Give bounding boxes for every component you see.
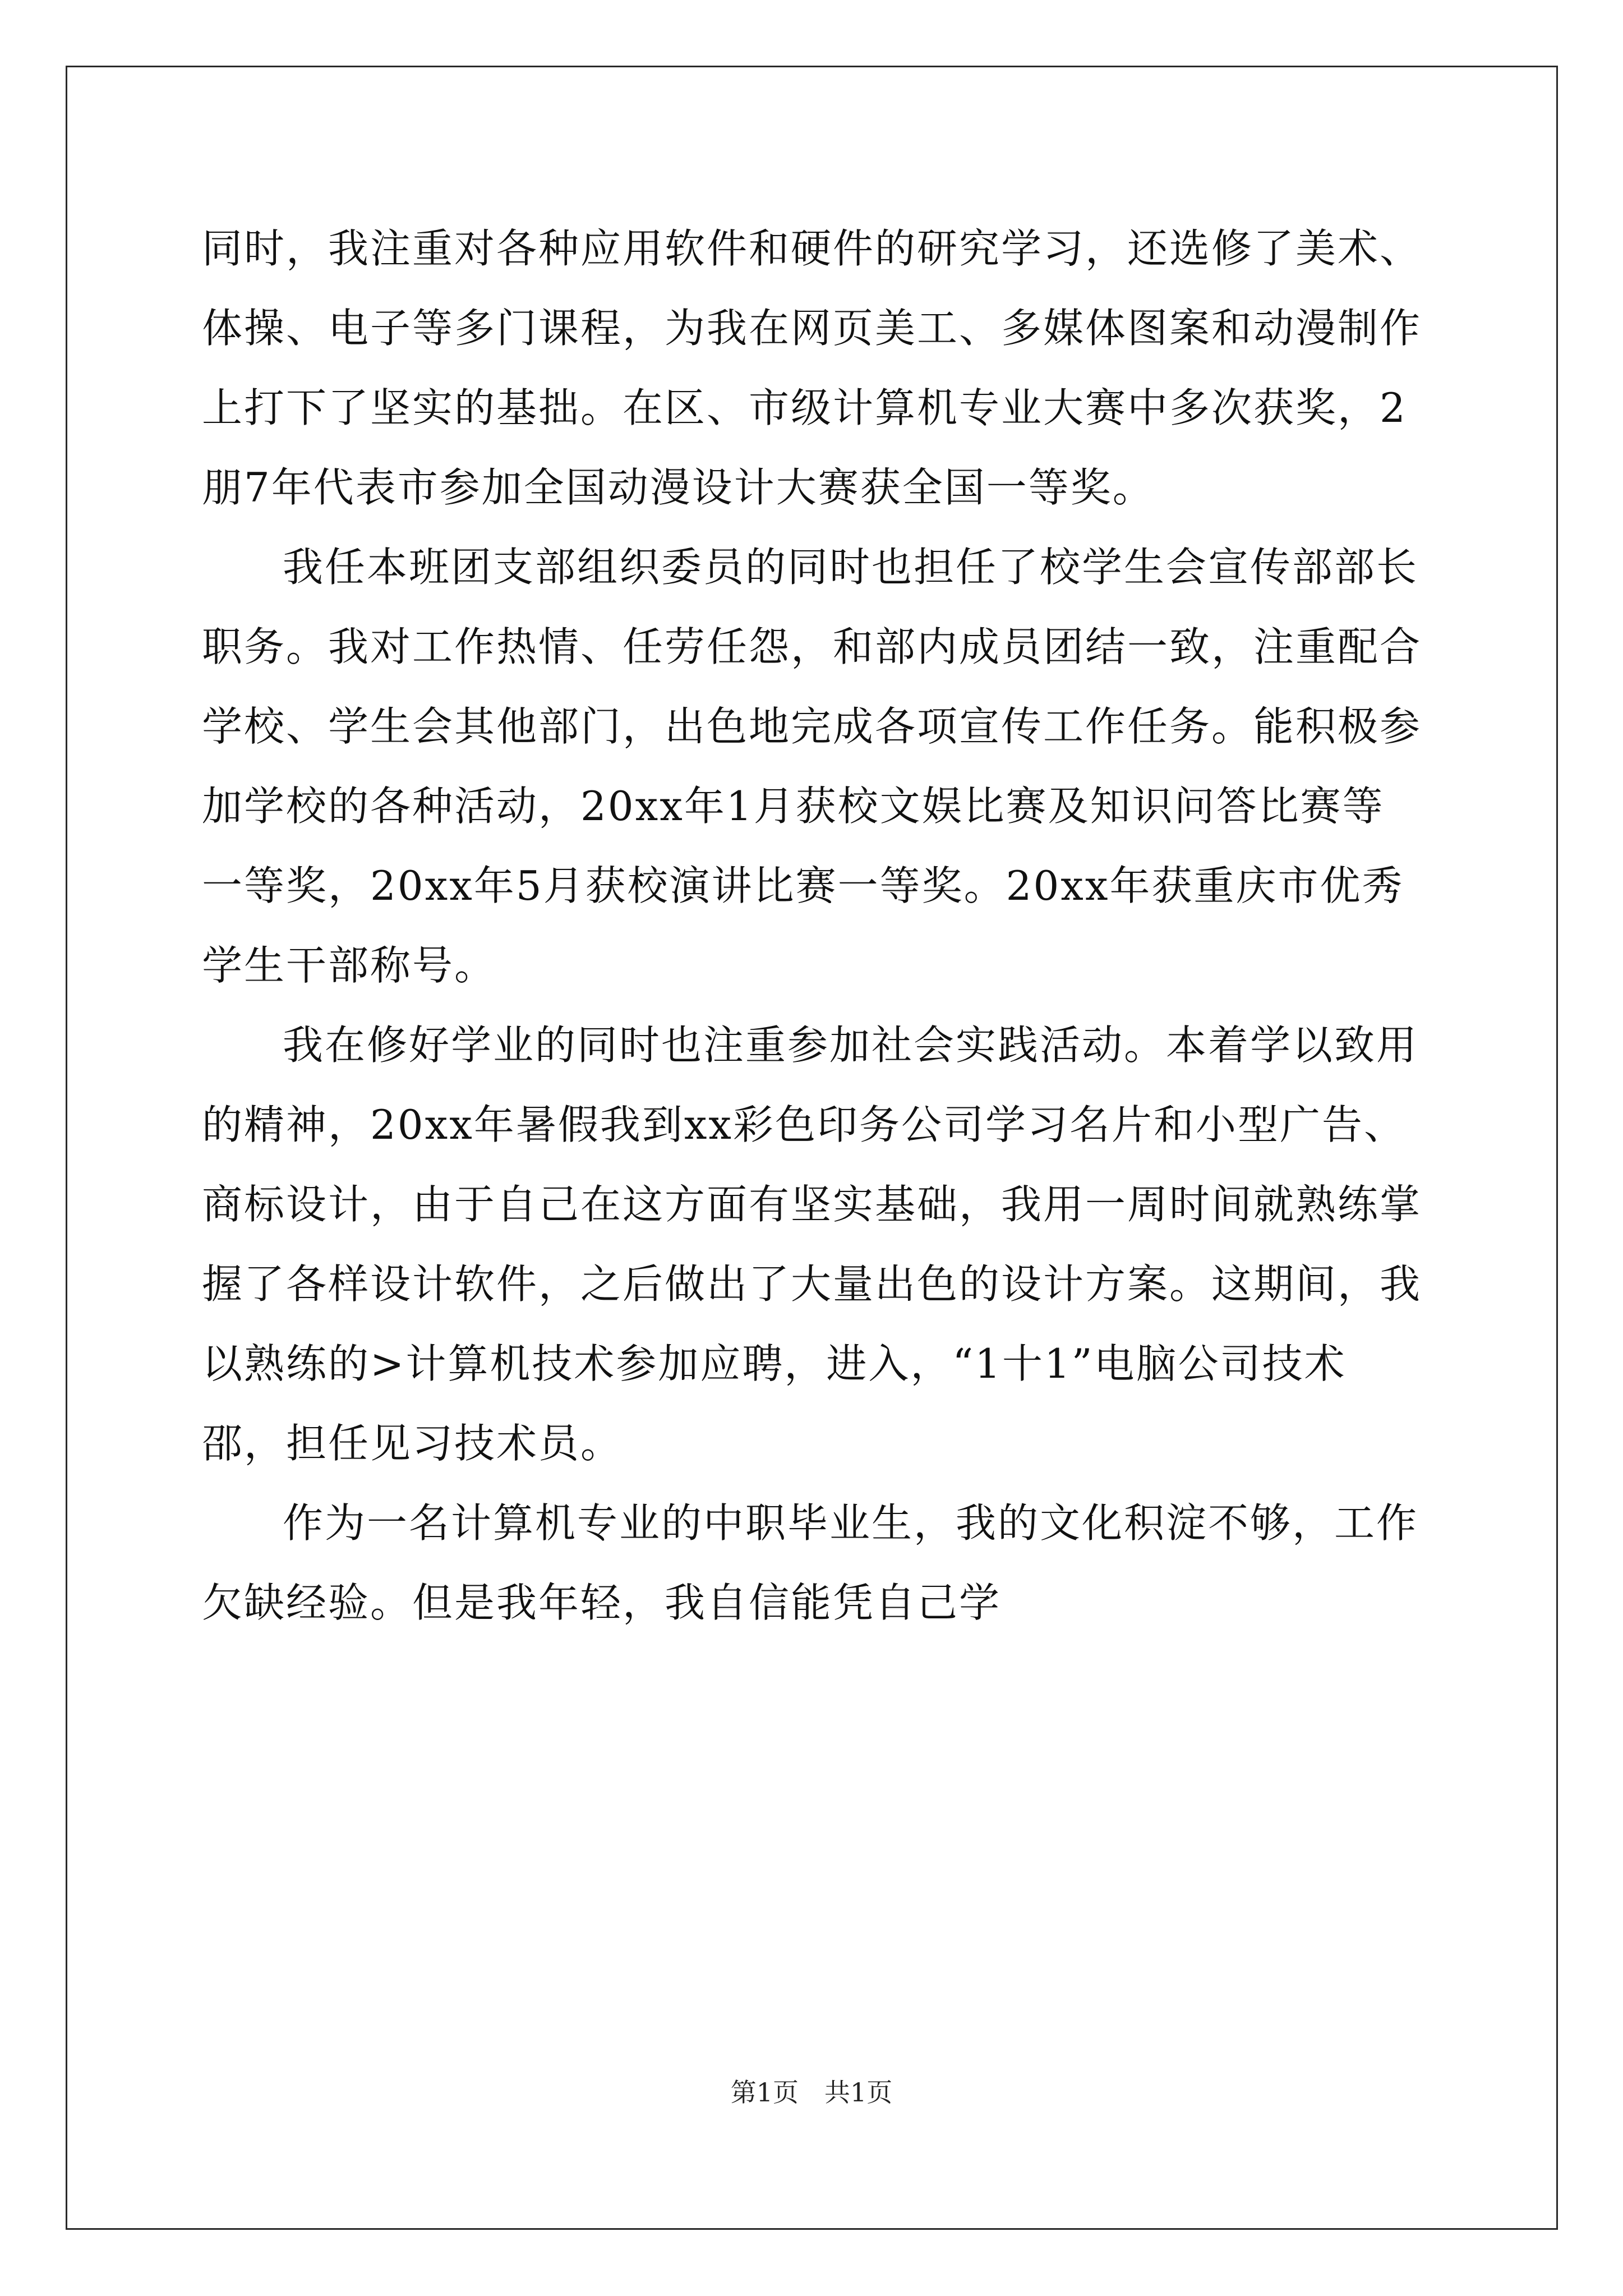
paragraph-1: 同时，我注重对各种应用软件和硬件的研究学习，还选修了美术、体操、电子等多门课程，为我在网页美工、多媒体图案和动漫制作上打下了坚实的基拙。在区、市级计算机专业大赛中多次获奖，2朋7年代表市参加全国动漫设计大赛获全国一等奖。	[202, 225, 1422, 511]
page-footer: 第1页 共1页	[730, 2077, 893, 2108]
document-body	[202, 209, 1424, 1642]
paragraph-4: 作为一名计算机专业的中职毕业生，我的文化积淀不够，工作欠缺经验。但是我年轻，我自信能凭自己学	[202, 1499, 1419, 1626]
paragraph-3: 我在修好学业的同时也注重参加社会实践活动。本着学以致用的精神，20xx年暑假我到xx彩色印务公司学习名片和小型广告、商标设计，由于自己在这方面有坚实基础，我用一周时间就熟练掌握了各样设计软件，之后做出了大量出色的设计方案。这期间，我以熟练的>计算机技术参加应聘，进入，“1十1”电脑公司技术邵，担任见习技术员。	[202, 1022, 1422, 1467]
paragraph-2: 我任本班团支部组织委员的同时也担任了校学生会宣传部部长职务。我对工作热情、任劳任怨，和部内成员团结一致，注重配合学校、学生会其他部门，出色地完成各项宣传工作任务。能积极参加学校的各种活动，20xx年1月获校文娱比赛及知识问答比赛等一等奖，20xx年5月获校演讲比赛一等奖。20xx年获重庆市优秀学生干部称号。	[202, 544, 1422, 989]
